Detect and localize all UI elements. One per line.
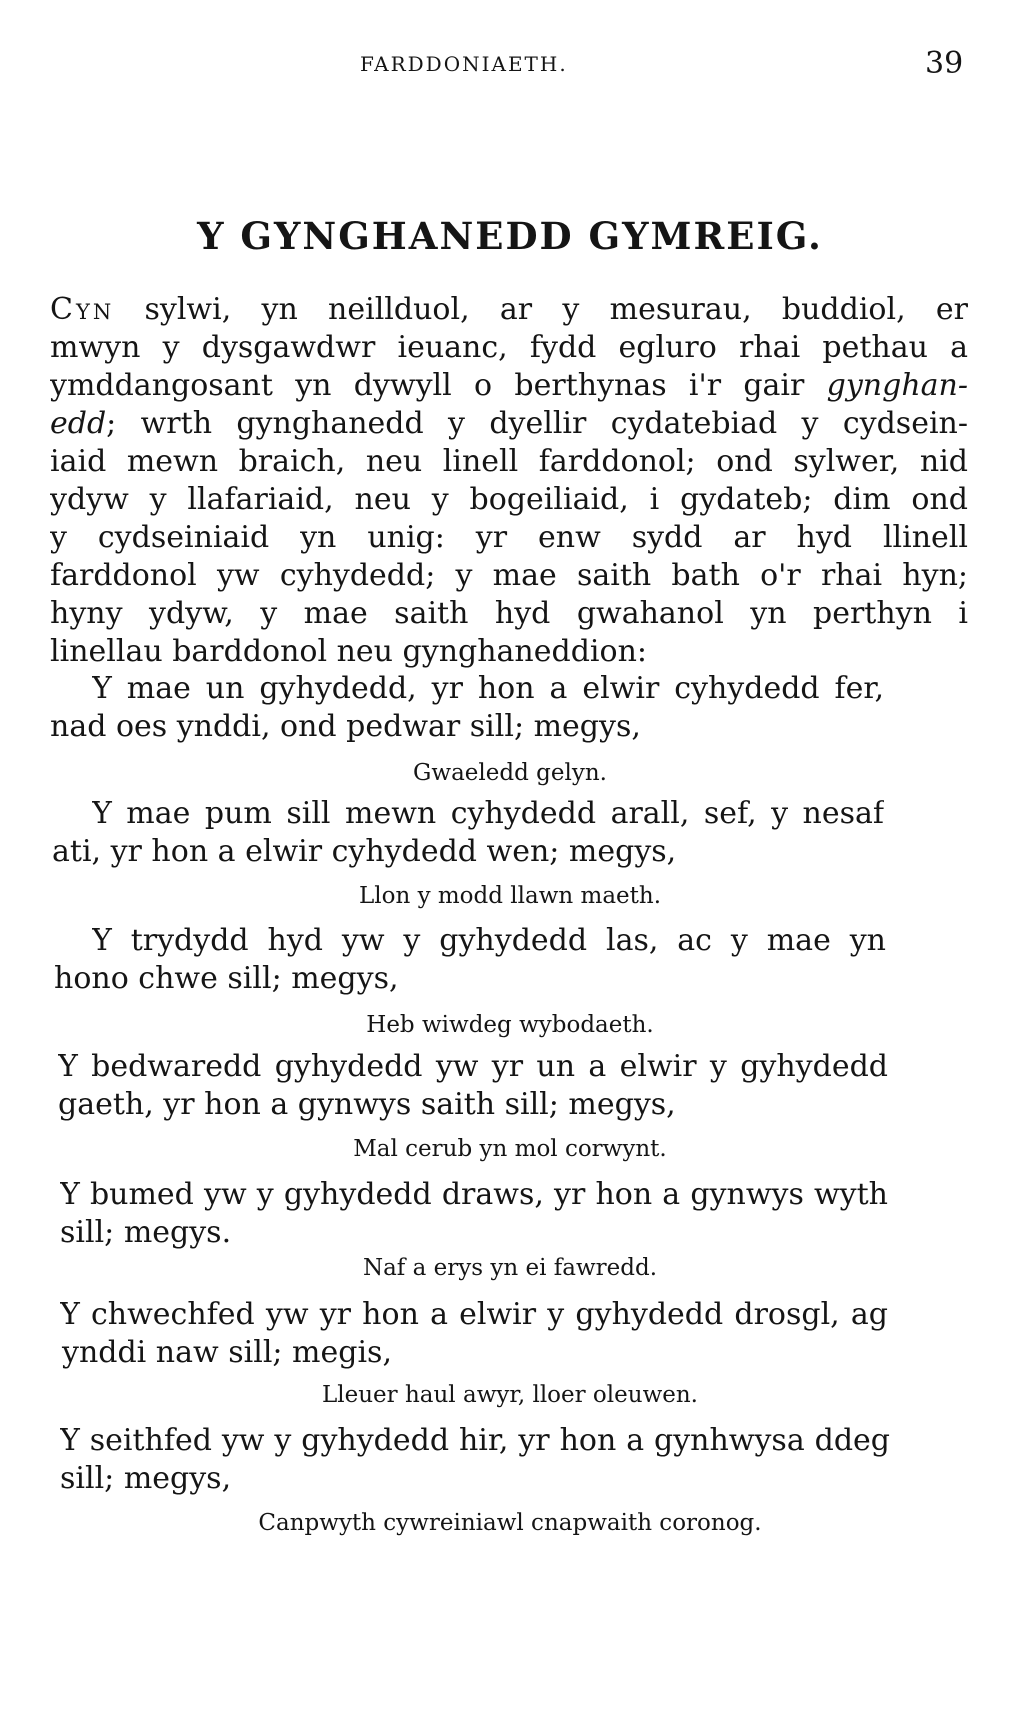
verse-example: Lleuer haul awyr, lloer oleuwen. [322, 1382, 698, 1408]
verse-example: Mal cerub yn mol corwynt. [353, 1136, 667, 1162]
section-line: sill; megys, [60, 1461, 232, 1496]
intro-line: iaid mewn braich, neu linell farddonol; ond sylwer, nid [50, 444, 968, 479]
intro-line: linellau barddonol neu gynghaneddion: [50, 634, 647, 669]
section-line: Y seithfed yw y gyhydedd hir, yr hon a gynhwysa ddeg [60, 1423, 890, 1458]
verse-example: Gwaeledd gelyn. [413, 760, 607, 786]
intro-line: hyny ydyw, y mae saith hyd gwahanol yn perthyn i [50, 596, 968, 631]
italic-term: edd [50, 406, 107, 441]
intro-line: edd; wrth gynghanedd y dyellir cydatebiad y cydsein- [50, 406, 968, 441]
verse-example: Llon y modd llawn maeth. [358, 883, 662, 909]
section-line: ynddi naw sill; megis, [62, 1335, 392, 1370]
intro-line: y cydseiniaid yn unig: yr enw sydd ar hyd llinell [50, 520, 968, 555]
running-head [0, 46, 1020, 92]
verse-example: Canpwyth cywreiniawl cnapwaith coronog. [258, 1510, 762, 1536]
italic-term: gynghan- [826, 368, 968, 403]
section-line: Y chwechfed yw yr hon a elwir y gyhydedd drosgl, ag [60, 1297, 888, 1332]
section-line: sill; megys. [60, 1215, 232, 1250]
running-title: FARDDONIAETH. [360, 52, 568, 76]
page-number: 39 [925, 46, 964, 81]
intro-line: ymddangosant yn dywyll o berthynas i'r gair gynghan- [50, 368, 968, 403]
intro-line: farddonol yw cyhydedd; y mae saith bath o'r rhai hyn; [50, 558, 968, 593]
section-line: Y trydydd hyd yw y gyhydedd las, ac y mae yn [92, 923, 886, 958]
chapter-heading: Y GYNGHANEDD GYMREIG. [197, 214, 823, 258]
section-line: gaeth, yr hon a gynwys saith sill; megys, [58, 1087, 676, 1122]
section-line: hono chwe sill; megys, [54, 961, 399, 996]
intro-line: ydyw y llafariaid, neu y bogeiliaid, i gydateb; dim ond [50, 482, 968, 517]
drop-initial: Cyn [50, 292, 115, 327]
intro-line: Cyn sylwi, yn neillduol, ar y mesurau, buddiol, er [50, 292, 968, 327]
section-line: Y mae un gyhydedd, yr hon a elwir cyhydedd fer, [92, 671, 884, 706]
section-line: Y mae pum sill mewn cyhydedd arall, sef, y nesaf [92, 796, 884, 831]
intro-line: mwyn y dysgawdwr ieuanc, fydd egluro rhai pethau a [50, 330, 968, 365]
section-line: Y bedwaredd gyhydedd yw yr un a elwir y gyhydedd [58, 1049, 888, 1084]
verse-example: Naf a erys yn ei fawredd. [362, 1255, 658, 1281]
section-line: nad oes ynddi, ond pedwar sill; megys, [50, 709, 641, 744]
section-line: ati, yr hon a elwir cyhydedd wen; megys, [52, 834, 677, 869]
verse-example: Heb wiwdeg wybodaeth. [366, 1012, 654, 1038]
section-line: Y bumed yw y gyhydedd draws, yr hon a gynwys wyth [60, 1177, 888, 1212]
